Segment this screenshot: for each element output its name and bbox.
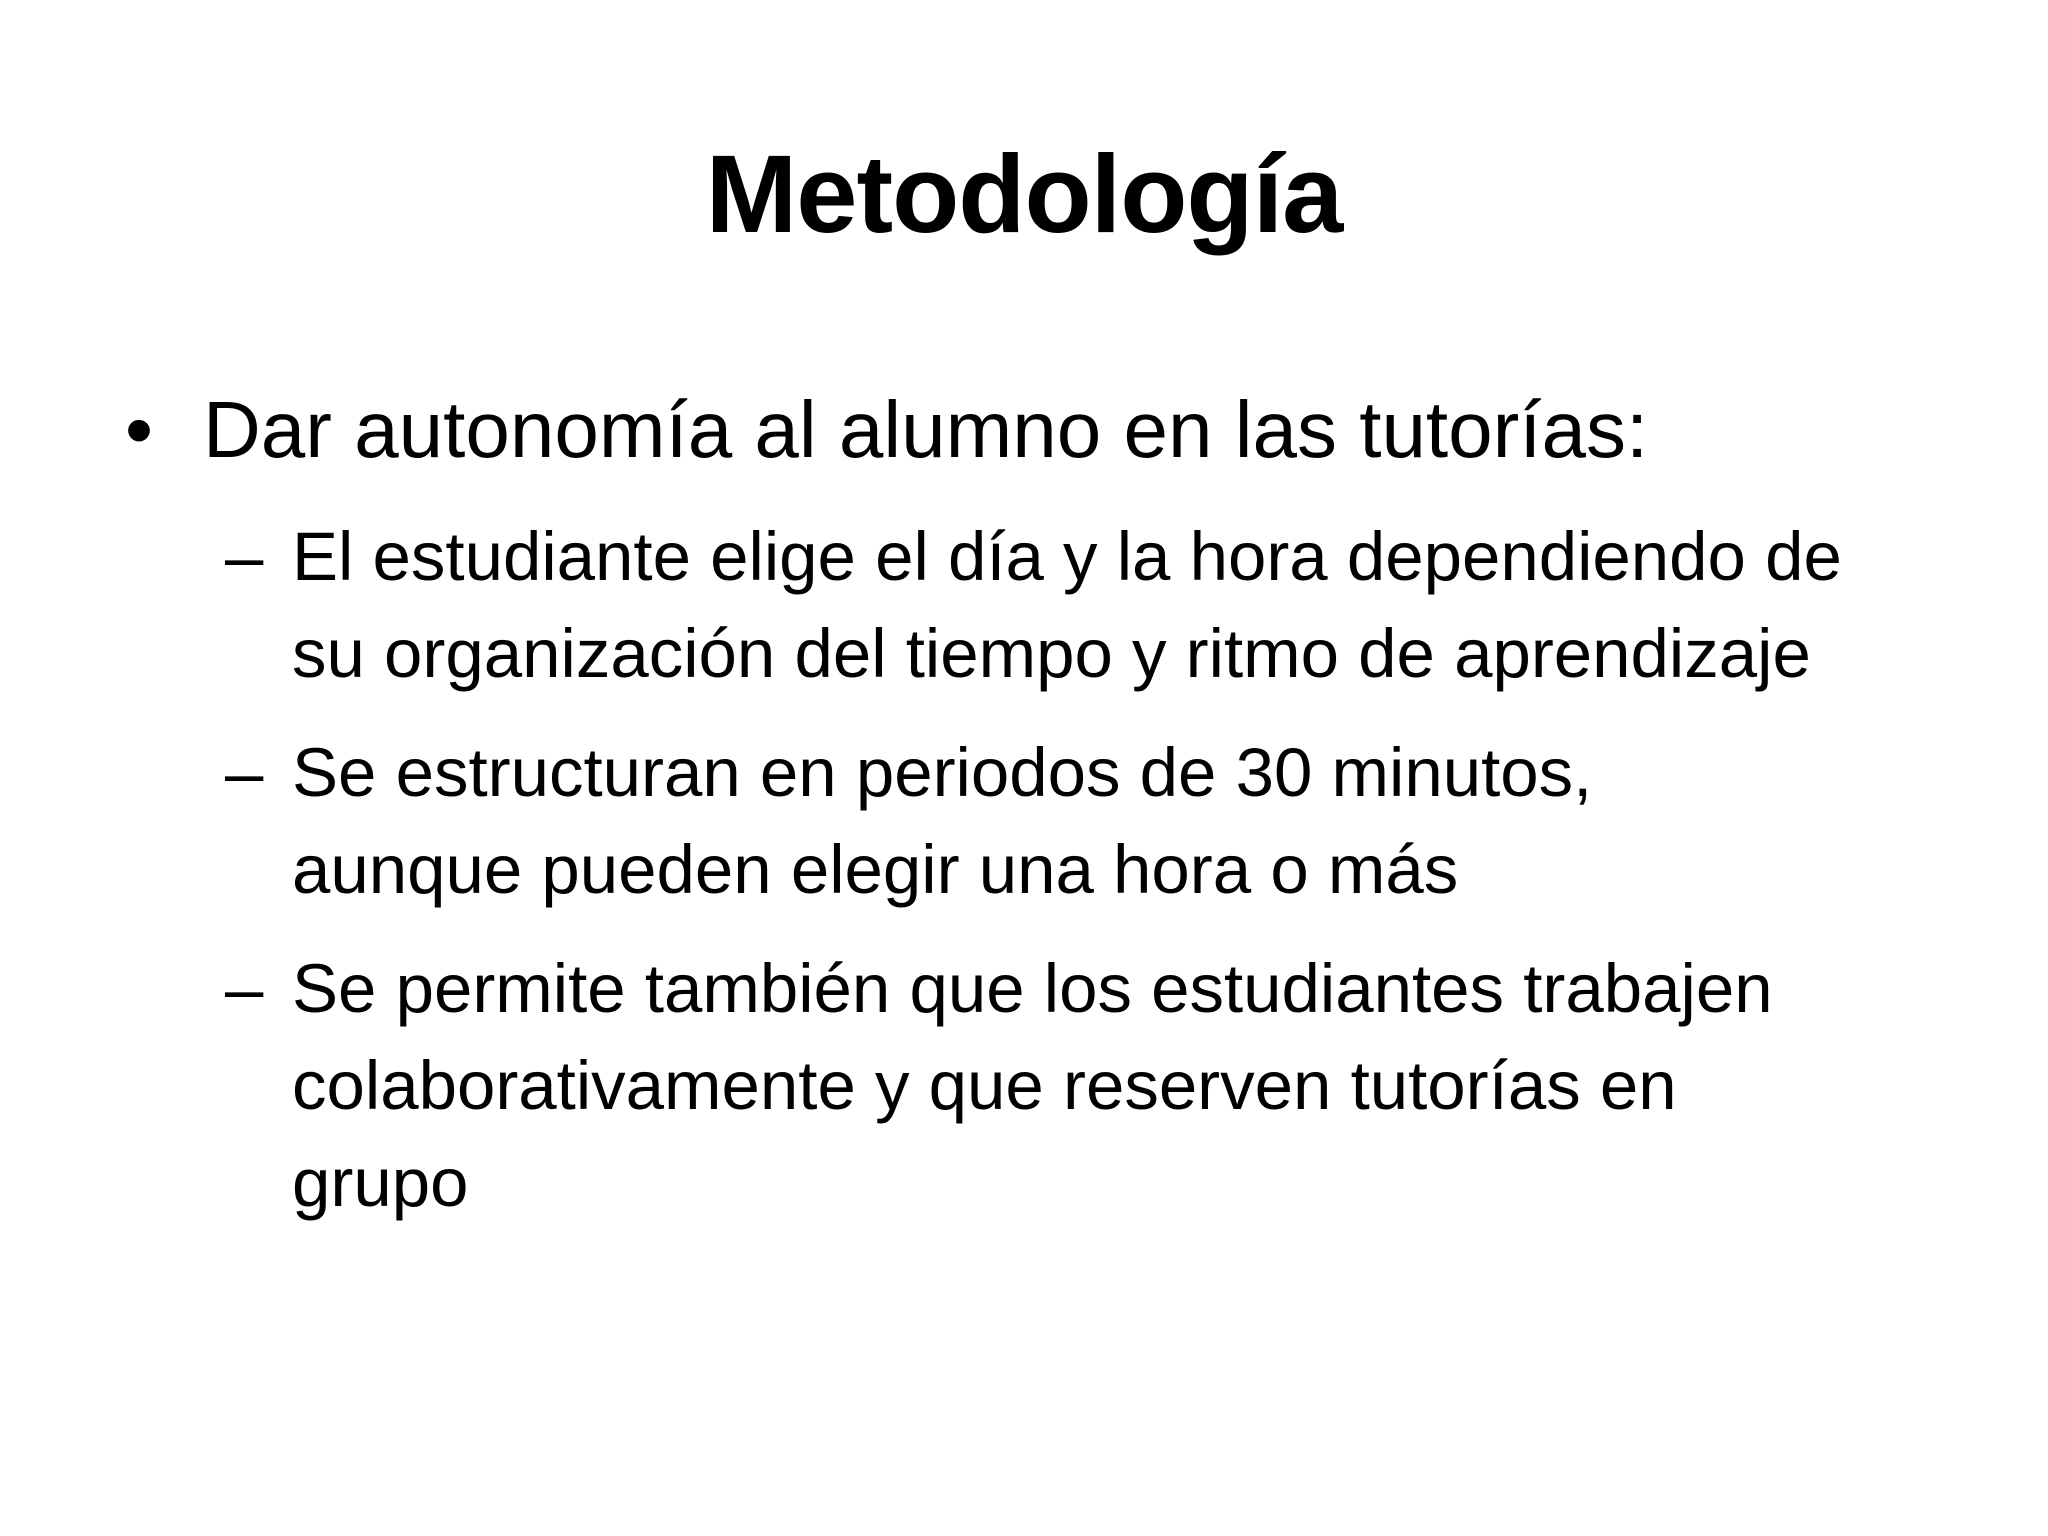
bullet-text: Dar autonomía al alumno en las tutorías: — [203, 385, 1649, 474]
dash-marker: – — [225, 518, 264, 595]
sub-bullet-item — [225, 940, 1985, 1231]
bullet-marker: • — [125, 385, 154, 474]
sub-bullet-line: su organización del tiempo y ritmo de aprendizaje — [292, 615, 1811, 692]
sub-bullet-list — [225, 508, 1985, 1253]
sub-bullet-line: El estudiante elige el día y la hora dependiendo de — [292, 518, 1842, 595]
dash-marker: – — [225, 950, 264, 1027]
sub-bullet-item — [225, 508, 1985, 702]
sub-bullet-line: grupo — [292, 1144, 469, 1221]
sub-bullet-line: Se permite también que los estudiantes trabajen — [292, 950, 1773, 1027]
slide-title: Metodología — [705, 133, 1343, 256]
dash-marker: – — [225, 734, 264, 811]
sub-bullet-item — [225, 724, 1985, 918]
sub-bullet-line: colaborativamente y que reserven tutorías en — [292, 1047, 1677, 1124]
sub-bullet-line: Se estructuran en periodos de 30 minutos, — [292, 734, 1593, 811]
sub-bullet-line: aunque pueden elegir una hora o más — [292, 831, 1459, 908]
